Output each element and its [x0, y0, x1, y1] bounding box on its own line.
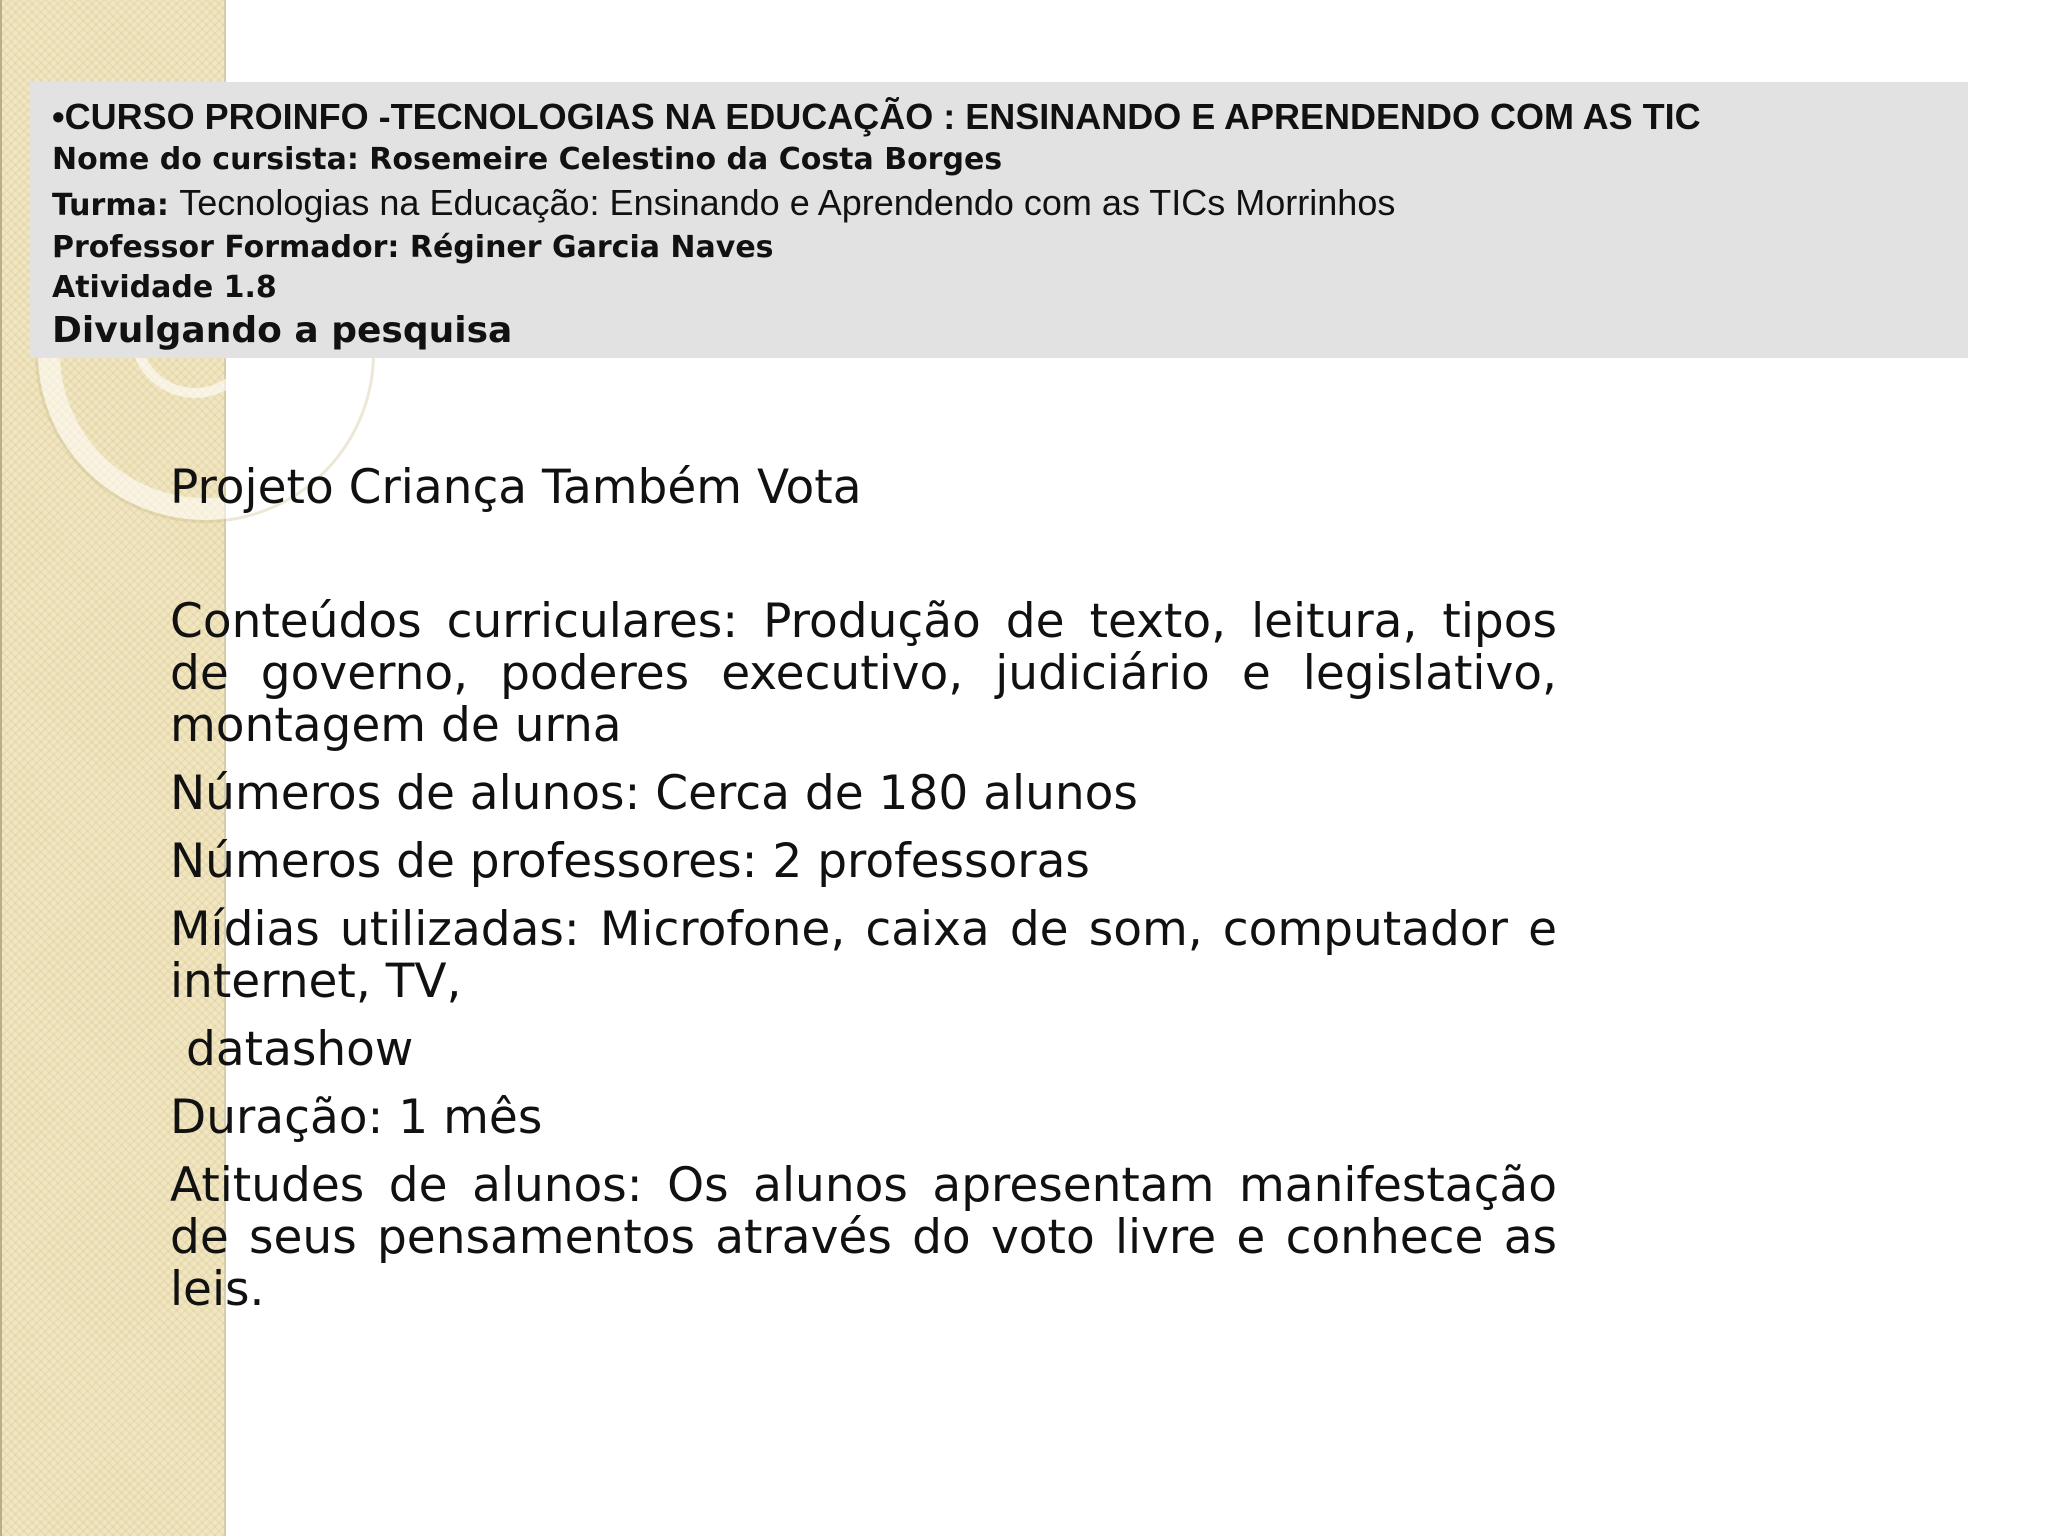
- cursista-name: Nome do cursista: Rosemeire Celestino da Costa Borges: [52, 142, 1003, 177]
- turma-line: [52, 182, 1395, 224]
- atividade-number: Atividade 1.8: [52, 270, 277, 305]
- turma-label: Turma:: [52, 188, 180, 223]
- numero-alunos: Números de alunos: Cerca de 180 alunos: [170, 766, 1138, 821]
- slide-content: [170, 462, 1557, 1316]
- conteudos-curriculares: Conteúdos curriculares: Produção de texto, leitura, tipos de governo, poderes executivo, judiciário e legislativo, montagem de urna: [170, 594, 1557, 753]
- project-title: Projeto Criança Também Vota: [170, 460, 862, 515]
- midias-datashow: datashow: [186, 1022, 414, 1077]
- course-title: •CURSO PROINFO -TECNOLOGIAS NA EDUCAÇÃO : ENSINANDO E APRENDENDO COM AS TIC: [52, 96, 1701, 137]
- header-box: [30, 82, 1968, 358]
- turma-value: Tecnologias na Educação: Ensinando e Aprendendo com as TICs Morrinhos: [179, 182, 1396, 223]
- midias-utilizadas: Mídias utilizadas: Microfone, caixa de som, computador e internet, TV,: [170, 902, 1557, 1009]
- duracao: Duração: 1 mês: [170, 1090, 543, 1145]
- numero-professores: Números de professores: 2 professoras: [170, 834, 1090, 889]
- professor-formador: Professor Formador: Réginer Garcia Naves: [52, 230, 774, 265]
- atitudes-alunos: Atitudes de alunos: Os alunos apresentam manifestação de seus pensamentos através do voto livre e conhece as leis.: [170, 1158, 1557, 1317]
- activity-subtitle: Divulgando a pesquisa: [52, 310, 513, 351]
